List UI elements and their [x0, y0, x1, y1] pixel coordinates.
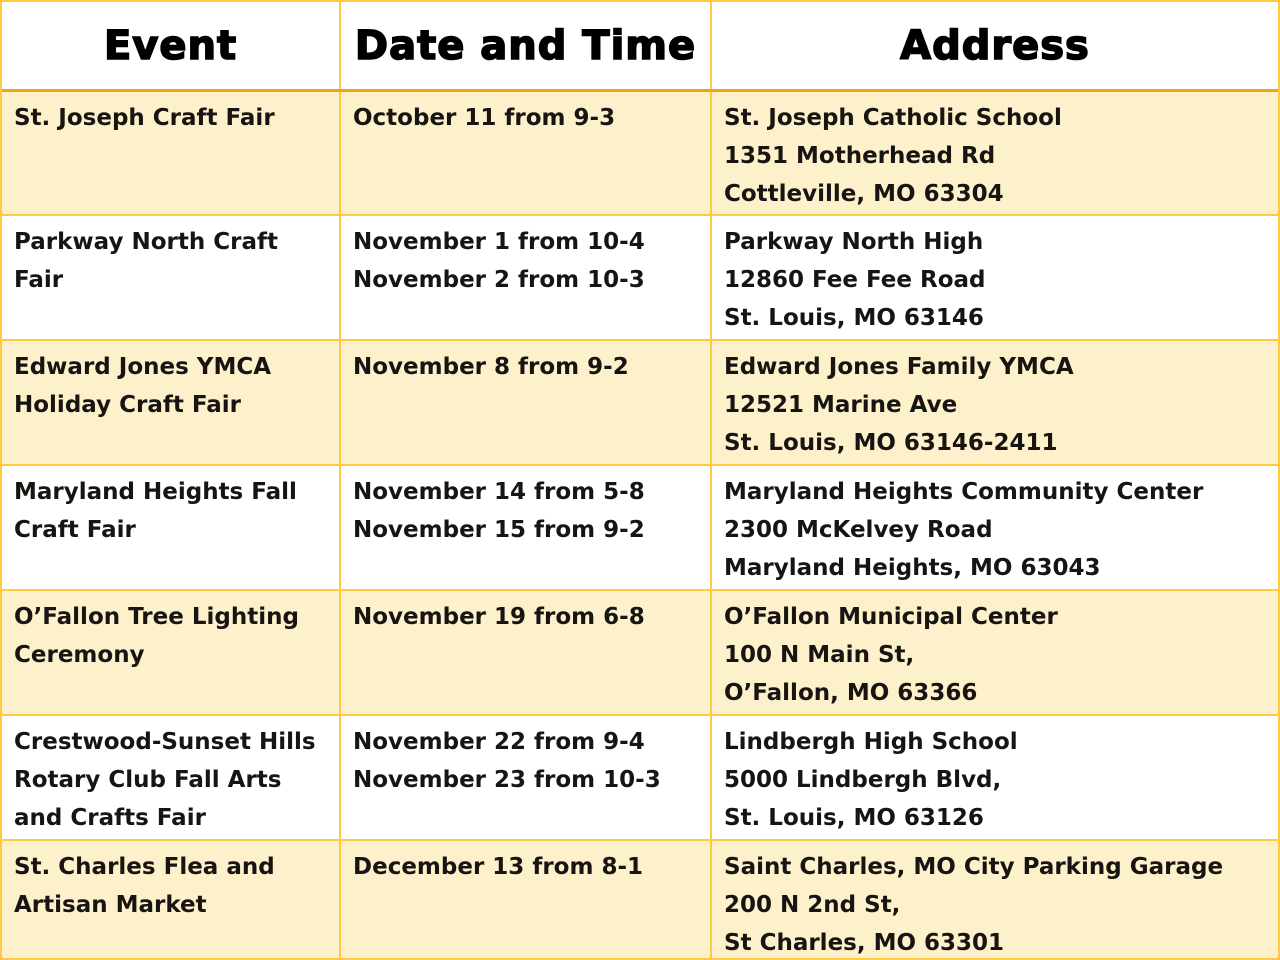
address-line: St. Louis, MO 63146-2411: [724, 430, 1058, 456]
event-cell: [2, 716, 339, 839]
datetime-line: November 15 from 9-2: [353, 517, 645, 543]
event-name: St. Joseph Craft Fair: [14, 105, 275, 131]
column-header-address: Address: [710, 2, 1278, 89]
table-row: [2, 589, 1278, 714]
address-line: St Charles, MO 63301: [724, 930, 1005, 956]
column-header-date-and-time: Date and Time: [339, 2, 710, 89]
event-name: Edward Jones YMCA: [14, 354, 272, 380]
table-header-row: [2, 2, 1278, 89]
event-cell: [2, 591, 339, 714]
address-line: St. Louis, MO 63126: [724, 805, 984, 831]
event-name: Crestwood-Sunset Hills: [14, 729, 316, 755]
datetime-line: November 2 from 10-3: [353, 267, 645, 293]
event-cell: [2, 466, 339, 589]
address-line: Lindbergh High School: [724, 729, 1018, 755]
address-line: 100 N Main St,: [724, 642, 915, 668]
event-cell: [2, 92, 339, 214]
address-cell: [710, 591, 1278, 714]
address-cell: [710, 341, 1278, 464]
event-cell: [2, 216, 339, 339]
address-line: 200 N 2nd St,: [724, 892, 901, 918]
event-cell: [2, 341, 339, 464]
datetime-cell: [339, 841, 710, 960]
event-name: Holiday Craft Fair: [14, 392, 241, 418]
address-cell: [710, 716, 1278, 839]
datetime-cell: [339, 591, 710, 714]
address-line: Cottleville, MO 63304: [724, 181, 1004, 207]
address-cell: [710, 841, 1278, 960]
address-line: 12860 Fee Fee Road: [724, 267, 986, 293]
datetime-line: November 19 from 6-8: [353, 604, 645, 630]
table-row: [2, 839, 1278, 960]
address-line: 5000 Lindbergh Blvd,: [724, 767, 1002, 793]
column-header-event: Event: [2, 2, 339, 89]
datetime-line: November 1 from 10-4: [353, 229, 645, 255]
datetime-line: November 23 from 10-3: [353, 767, 661, 793]
table-row: [2, 89, 1278, 214]
event-name: Artisan Market: [14, 892, 207, 918]
event-name: Ceremony: [14, 642, 145, 668]
table-row: [2, 214, 1278, 339]
address-line: O’Fallon Municipal Center: [724, 604, 1058, 630]
address-line: Edward Jones Family YMCA: [724, 354, 1074, 380]
datetime-cell: [339, 216, 710, 339]
table-row: [2, 339, 1278, 464]
address-line: O’Fallon, MO 63366: [724, 680, 978, 706]
event-name: Rotary Club Fall Arts: [14, 767, 282, 793]
event-name: Craft Fair: [14, 517, 136, 543]
event-name: and Crafts Fair: [14, 805, 206, 831]
address-line: Saint Charles, MO City Parking Garage: [724, 854, 1224, 880]
address-line: Maryland Heights, MO 63043: [724, 555, 1101, 581]
datetime-cell: [339, 92, 710, 214]
table-row: [2, 464, 1278, 589]
address-line: 1351 Motherhead Rd: [724, 143, 996, 169]
datetime-line: November 22 from 9-4: [353, 729, 645, 755]
address-cell: [710, 92, 1278, 214]
event-name: O’Fallon Tree Lighting: [14, 604, 299, 630]
event-name: St. Charles Flea and: [14, 854, 275, 880]
datetime-cell: [339, 716, 710, 839]
datetime-line: November 14 from 5-8: [353, 479, 645, 505]
table-row: [2, 714, 1278, 839]
event-name: Parkway North Craft: [14, 229, 278, 255]
event-cell: [2, 841, 339, 960]
event-name: Maryland Heights Fall: [14, 479, 297, 505]
datetime-cell: [339, 341, 710, 464]
address-line: 12521 Marine Ave: [724, 392, 958, 418]
address-line: St. Joseph Catholic School: [724, 105, 1062, 131]
datetime-line: November 8 from 9-2: [353, 354, 629, 380]
address-cell: [710, 466, 1278, 589]
address-line: St. Louis, MO 63146: [724, 305, 984, 331]
event-name: Fair: [14, 267, 64, 293]
address-line: Parkway North High: [724, 229, 984, 255]
address-cell: [710, 216, 1278, 339]
datetime-line: October 11 from 9-3: [353, 105, 616, 131]
datetime-line: December 13 from 8-1: [353, 854, 643, 880]
datetime-cell: [339, 466, 710, 589]
address-line: Maryland Heights Community Center: [724, 479, 1204, 505]
address-line: 2300 McKelvey Road: [724, 517, 993, 543]
